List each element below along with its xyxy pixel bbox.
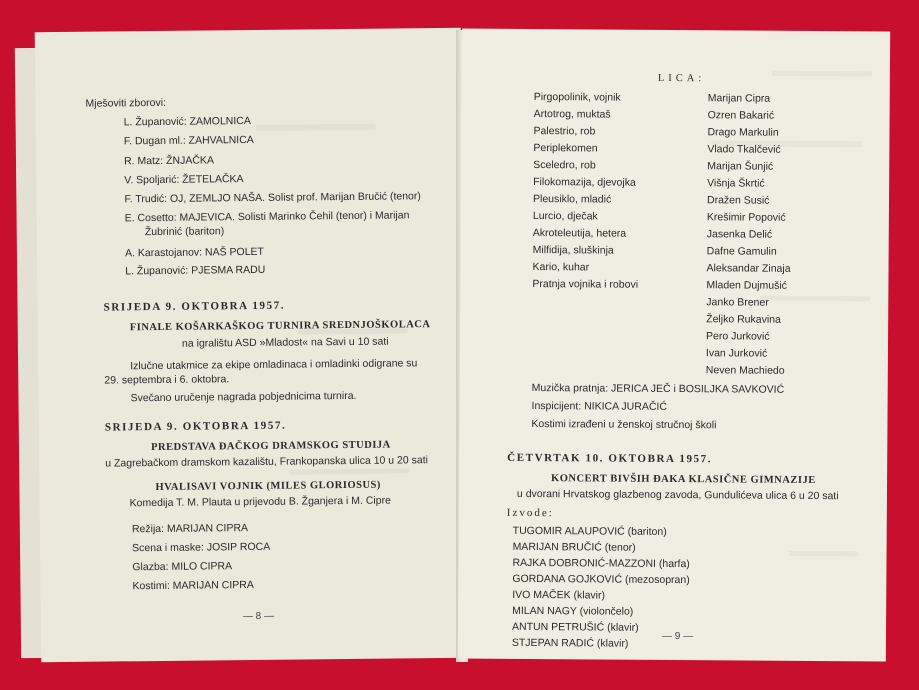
actor-name: Marijan Šunjić: [707, 160, 774, 173]
performer: GORDANA GOJKOVIĆ (mezosopran): [512, 572, 690, 587]
actor-name: Pero Jurković: [706, 330, 770, 343]
event-title: PREDSTAVA ĐAČKOG DRAMSKOG STUDIJA: [151, 439, 391, 454]
performers-label: Izvode:: [506, 506, 554, 520]
cast-heading: LICA:: [657, 72, 706, 85]
actor-name: Vlado Tkalčević: [707, 143, 781, 156]
event-date: SRIJEDA 9. OKTOBRA 1957.: [104, 419, 287, 434]
choir-item: Žubrinić (bariton): [144, 225, 225, 239]
credit-line: Režija: MARIJAN CIPRA: [131, 522, 249, 536]
event-place: u Zagrebačkom dramskom kazalištu, Frankopanska ulica 10 u 20 sati: [105, 454, 429, 470]
role-name: Periplekomen: [533, 142, 598, 155]
event-date: SRIJEDA 9. OKTOBRA 1957.: [103, 299, 286, 314]
actor-name: Neven Machiedo: [705, 364, 785, 377]
credit-line: Scena i maske: JOSIP ROCA: [132, 540, 271, 555]
actor-name: Ozren Bakarić: [707, 109, 775, 122]
actor-name: Marijan Cipra: [707, 92, 771, 105]
event-title: KONCERT BIVŠIH ĐAKA KLASIČNE GIMNAZIJE: [551, 473, 816, 486]
performer: IVO MAČEK (klavir): [512, 588, 606, 602]
performer: MILAN NAGY (violončelo): [512, 604, 634, 618]
actor-name: Dafne Gamulin: [706, 245, 777, 258]
role-name: Milfidija, sluškinja: [532, 244, 614, 257]
choir-item: E. Cosetto: MAJEVICA. Solisti Marinko Čehil (tenor) i Marijan: [124, 209, 410, 225]
performer: TUGOMIR ALAUPOVIĆ (bariton): [512, 524, 667, 538]
role-name: Akroteleutija, hetera: [532, 227, 627, 240]
actor-name: Aleksandar Zinaja: [706, 262, 791, 275]
actor-name: Krešimir Popović: [706, 211, 786, 224]
event-description: Izlučne utakmice za ekipe omladinaca i omladinki odigrane su: [130, 357, 418, 373]
role-name: Pirgopolinik, vojnik: [533, 91, 621, 104]
event-date: ČETVRTAK 10. OKTOBRA 1957.: [507, 451, 713, 466]
page-number: — 8 —: [242, 610, 275, 623]
choir-item: R. Matz: ŽNJAČKA: [124, 154, 214, 168]
costume-credit: Kostimi izrađeni u ženskoj stručnoj školi: [531, 418, 717, 432]
choir-section-label: Mješoviti zborovi:: [85, 96, 167, 110]
role-name: Sceledro, rob: [533, 159, 596, 172]
play-title: HVALISAVI VOJNIK (MILES GLORIOSUS): [155, 479, 381, 494]
performer: MARIJAN BRUČIĆ (tenor): [512, 540, 636, 554]
choir-item: A. Karastojanov: NAŠ POLET: [124, 245, 264, 260]
actor-name: Janko Brener: [706, 296, 769, 309]
actor-name: Ivan Jurković: [705, 347, 768, 360]
page-number: — 9 —: [661, 630, 694, 643]
choir-item: F. Dugan ml.: ZAHVALNICA: [123, 133, 254, 148]
credit-line: Kostimi: MARIJAN CIPRA: [132, 578, 254, 593]
credit-line: Glazba: MILO CIPRA: [132, 560, 233, 574]
actor-name: Višnja Škrtić: [707, 177, 765, 190]
role-name: Pratnja vojnika i robovi: [532, 278, 639, 291]
event-description: 29. septembra i 6. oktobra.: [104, 373, 230, 387]
event-description: Svečano uručenje nagrada pobjednicima turnira.: [130, 389, 357, 405]
prompter-credit: Inspicijent: NIKICA JURAČIĆ: [531, 400, 667, 413]
role-name: Palestrio, rob: [533, 125, 596, 138]
event-title: FINALE KOŠARKAŠKOG TURNIRA SREDNJOŠKOLACA: [129, 319, 431, 334]
actor-name: Drago Markulin: [707, 126, 779, 139]
choir-item: L. Županović: ZAMOLNICA: [123, 114, 251, 129]
role-name: Kario, kuhar: [532, 261, 590, 274]
choir-item: L. Županović: PJESMA RADU: [125, 263, 266, 278]
event-place: u dvorani Hrvatskog glazbenog zavoda, Gundulićeva ulica 6 u 20 sati: [516, 487, 839, 503]
performer: ANTUN PETRUŠIĆ (klavir): [511, 620, 639, 634]
play-subtitle: Komedija T. M. Plauta u prijevodu B. Žganjera i M. Cipre: [129, 494, 391, 510]
role-name: Pleusiklo, mladić: [532, 193, 612, 206]
performer: RAJKA DOBRONIĆ-MAZZONI (harfa): [512, 556, 690, 571]
actor-name: Dražen Susić: [706, 194, 770, 207]
actor-name: Jasenka Delić: [706, 228, 773, 241]
music-credit: Muzička pratnja: JERICA JEČ i BOSILJKA SAVKOVIĆ: [531, 382, 785, 396]
choir-item: V. Spoljarić: ŽETELAČKA: [124, 173, 244, 187]
left-page: [35, 28, 468, 662]
role-name: Artotrog, muktaš: [533, 108, 611, 121]
role-name: Lurcio, dječak: [532, 210, 598, 223]
event-place: na igralištu ASD »Mladost« na Savi u 10 sati: [181, 335, 389, 350]
performer: STJEPAN RADIĆ (klavir): [511, 636, 629, 650]
actor-name: Mladen Dujmušić: [706, 279, 787, 292]
role-name: Filokomazija, djevojka: [533, 176, 636, 189]
actor-name: Željko Rukavina: [706, 313, 781, 326]
right-page: [458, 29, 890, 662]
choir-item: F. Trudić: OJ, ZEMLJO NAŠA. Solist prof. Marijan Bručić (tenor): [124, 190, 421, 206]
